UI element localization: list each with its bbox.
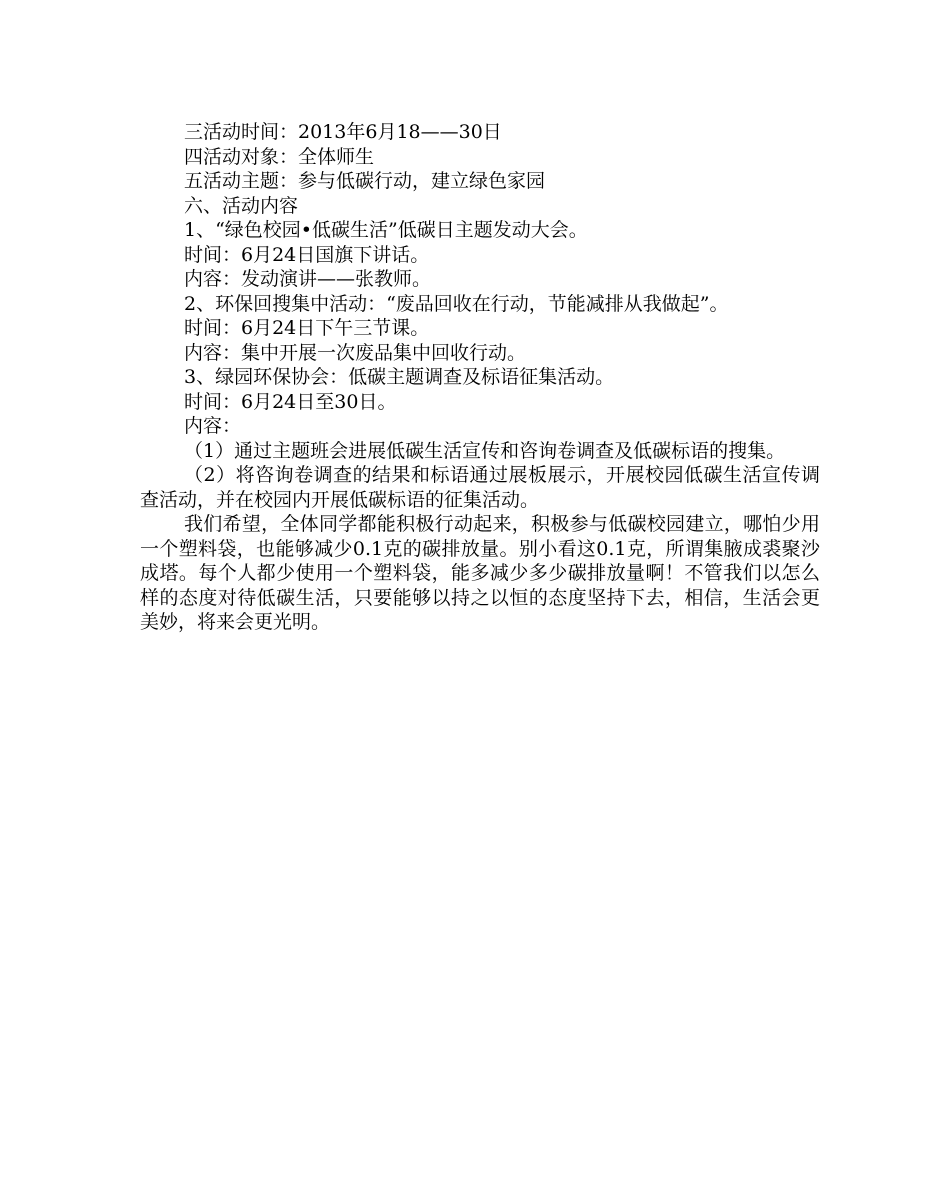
item-2-content: 内容：集中开展一次废品集中回收行动。 bbox=[184, 341, 527, 364]
closing-paragraph: 我们希望，全体同学都能积极行动起来，积极参与低碳校园建立，哪怕少用一个塑料袋，也能够减少0.1克的碳排放量。别小看这0.1克，所谓集腋成裘聚沙成塔。每个人都少使用一个塑料袋，能多减少多少碳排放量啊！不管我们以怎么样的态度对待低碳生活，只要能够以持之以恒的态度坚持下去，相信，生活会更美妙，将来会更光明。 bbox=[140, 513, 820, 633]
item-3-title: 3、绿园环保协会：低碳主题调查及标语征集活动。 bbox=[184, 366, 615, 388]
item-3-point-2: （2）将咨询卷调查的结果和标语通过展板展示，开展校园低碳生活宣传调查活动，并在校园内开展低碳标语的征集活动。 bbox=[140, 464, 820, 511]
item-2-time: 时间：6月24日下午三节课。 bbox=[184, 317, 430, 339]
activity-content-heading: 六、活动内容 bbox=[184, 194, 299, 217]
item-1-time: 时间：6月24日国旗下讲话。 bbox=[184, 243, 430, 266]
item-3-time: 时间：6月24日至30日。 bbox=[184, 390, 397, 413]
activity-theme-line: 五活动主题：参与低碳行动，建立绿色家园 bbox=[184, 170, 546, 192]
activity-time-line: 三活动时间：2013年6月18——30日 bbox=[184, 121, 502, 143]
item-2-title: 2、环保回搜集中活动：“废品回收在行动，节能减排从我做起”。 bbox=[184, 292, 729, 315]
item-1-title: 1、“绿色校园•低碳生活”低碳日主题发动大会。 bbox=[184, 219, 588, 241]
item-3-content-label: 内容： bbox=[184, 415, 242, 437]
item-1-content: 内容：发动演讲——张教师。 bbox=[184, 268, 432, 290]
item-3-point-1: （1）通过主题班会进展低碳生活宣传和咨询卷调查及低碳标语的搜集。 bbox=[184, 439, 786, 462]
document-body bbox=[140, 120, 820, 635]
activity-target-line: 四活动对象：全体师生 bbox=[184, 145, 375, 168]
